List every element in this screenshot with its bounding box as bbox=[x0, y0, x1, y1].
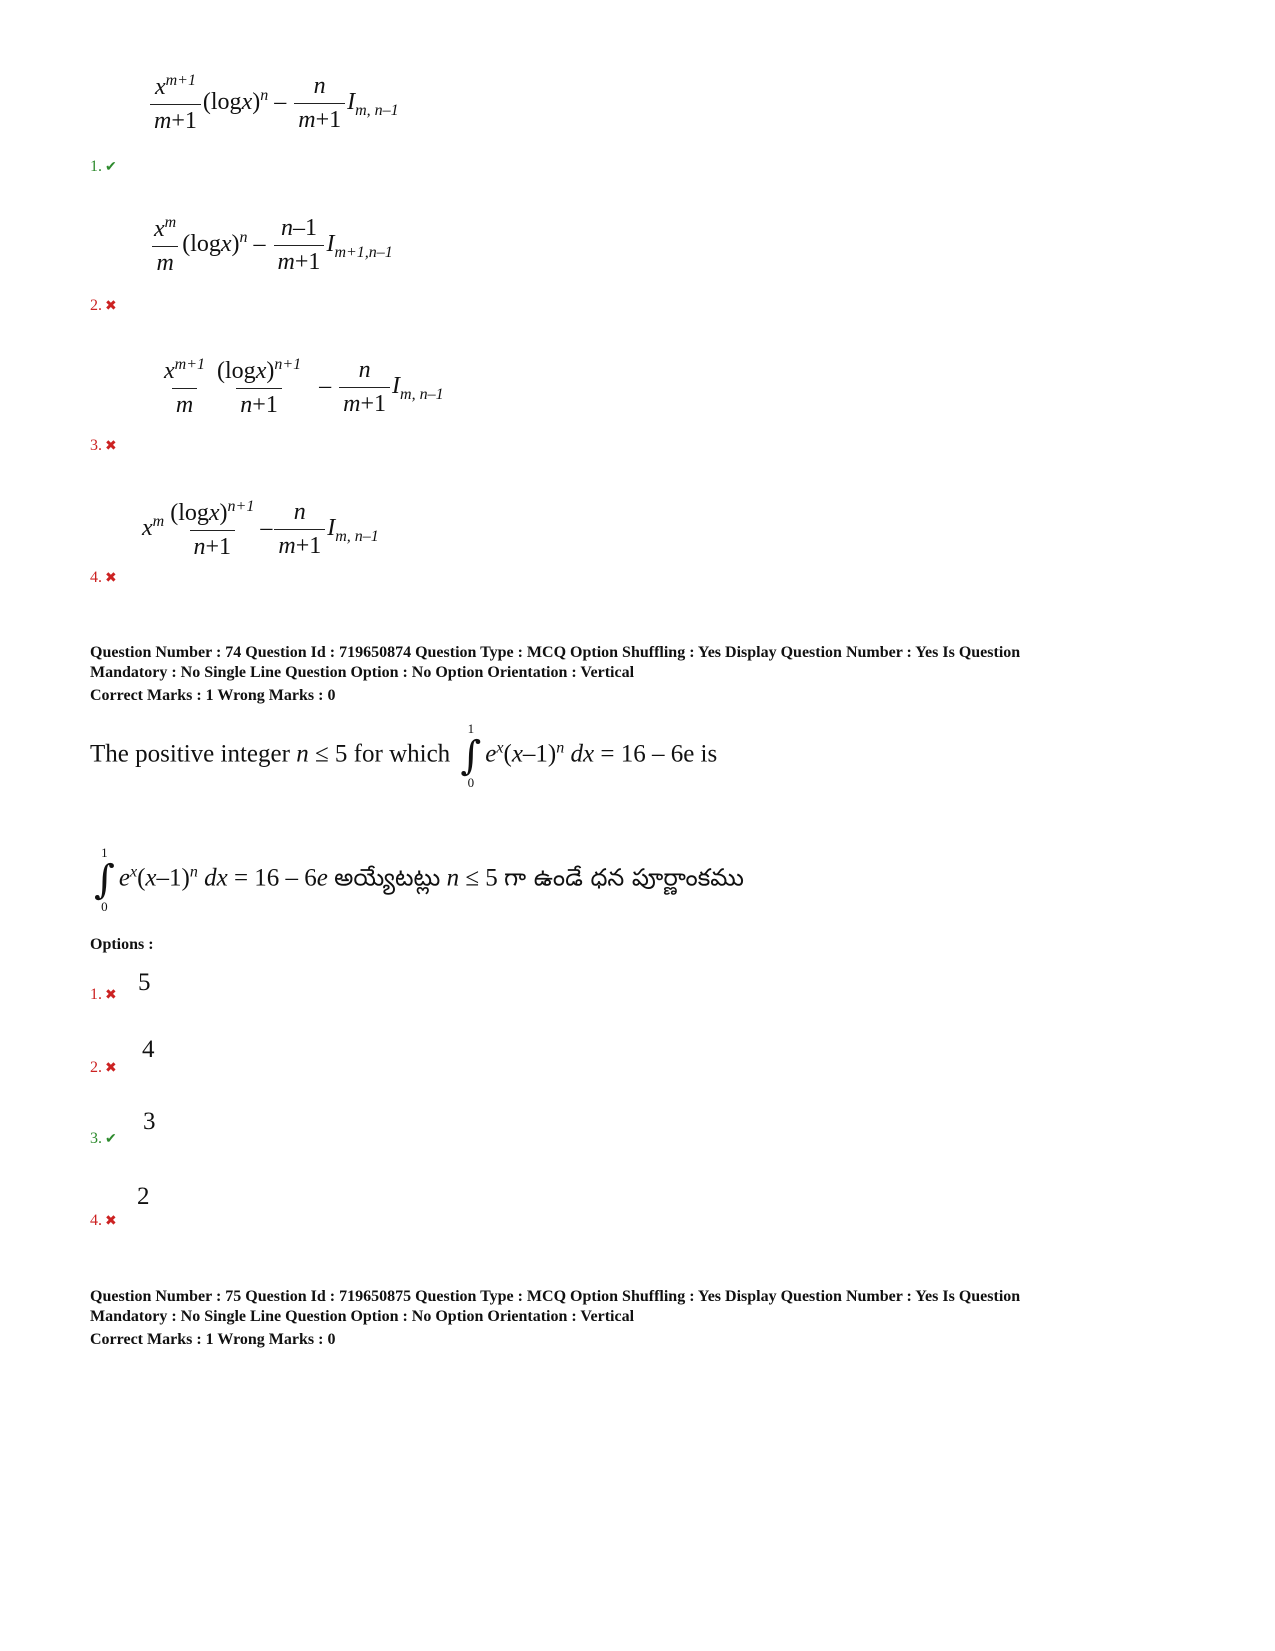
q74-meta bbox=[90, 643, 1200, 706]
q74-meta-line1: Question Number : 74 Question Id : 719650874 Question Type : MCQ Option Shuffling : Yes Display Question Number : Yes Is Question bbox=[90, 644, 1021, 661]
check-icon: ✔ bbox=[105, 160, 117, 175]
q74-option-2-value: 4 bbox=[142, 1036, 155, 1063]
q74-marks: Correct Marks : 1 Wrong Marks : 0 bbox=[90, 687, 336, 704]
prev-option-4-label: 4. ✖ bbox=[90, 569, 117, 586]
q74-option-4-value: 2 bbox=[137, 1183, 150, 1210]
q75-meta-line2: Mandatory : No Single Line Question Option : No Option Orientation : Vertical bbox=[90, 1308, 635, 1325]
q74-options-label: Options : bbox=[90, 936, 154, 953]
q74-option-4-label: 4. ✖ bbox=[90, 1212, 117, 1229]
q74-option-3-value: 3 bbox=[143, 1108, 156, 1135]
q74-option-3-label: 3. ✔ bbox=[90, 1130, 117, 1147]
prev-option-1-formula: $\frac{x^{m+1}}{m+1}$ $(\log x)^n$ – $\frac{n}{m+1}$ $I_{m, n-1}$ bbox=[148, 72, 399, 135]
cross-icon: ✖ bbox=[105, 571, 117, 586]
q74-meta-line2: Mandatory : No Single Line Question Option : No Option Orientation : Vertical bbox=[90, 664, 635, 681]
q74-option-1-label: 1. ✖ bbox=[90, 986, 117, 1003]
q74-option-1-value: 5 bbox=[138, 969, 151, 996]
cross-icon: ✖ bbox=[105, 439, 117, 454]
prev-option-4-formula: $x^m$ $\frac{(\log x)^{n+1}}{n+1}$ – $\frac{n}{m+1}$ $I_{m, n-1}$ bbox=[142, 498, 379, 560]
cross-icon: ✖ bbox=[105, 1061, 117, 1076]
q74-question-english: The positive integer n ≤ 5 for which 1 ∫ 0 $e^x(x-1)^n$ dx = 16 – 6e is bbox=[90, 721, 718, 790]
prev-option-2-formula: $\frac{x^m}{m}$ $(\log x)^n$ – $\frac{n-1}{m+1}$ $I_{m+1,n-1}$ bbox=[154, 214, 393, 276]
q75-meta bbox=[90, 1287, 1200, 1350]
prev-option-3-formula: $\frac{x^{m+1}}{m}$ $\frac{(\log x)^{n+1}}{n+1}$ – $\frac{n}{m+1}$ $I_{m, n-1}$ bbox=[164, 356, 444, 418]
check-icon: ✔ bbox=[105, 1132, 117, 1147]
cross-icon: ✖ bbox=[105, 299, 117, 314]
prev-option-2-label: 2. ✖ bbox=[90, 297, 117, 314]
cross-icon: ✖ bbox=[105, 988, 117, 1003]
prev-option-1-label: 1. ✔ bbox=[90, 158, 117, 175]
q75-meta-line1: Question Number : 75 Question Id : 719650875 Question Type : MCQ Option Shuffling : Yes Display Question Number : Yes Is Question bbox=[90, 1288, 1021, 1305]
q74-question-telugu: 1 ∫ 0 $e^x(x-1)^n$ dx = 16 – 6e అయ్యేటట్లు n ≤ 5 గా ఉండే ధన పూర్ణాంకము bbox=[94, 845, 744, 914]
q75-marks: Correct Marks : 1 Wrong Marks : 0 bbox=[90, 1331, 336, 1348]
prev-option-3-label: 3. ✖ bbox=[90, 437, 117, 454]
cross-icon: ✖ bbox=[105, 1214, 117, 1229]
q74-option-2-label: 2. ✖ bbox=[90, 1059, 117, 1076]
